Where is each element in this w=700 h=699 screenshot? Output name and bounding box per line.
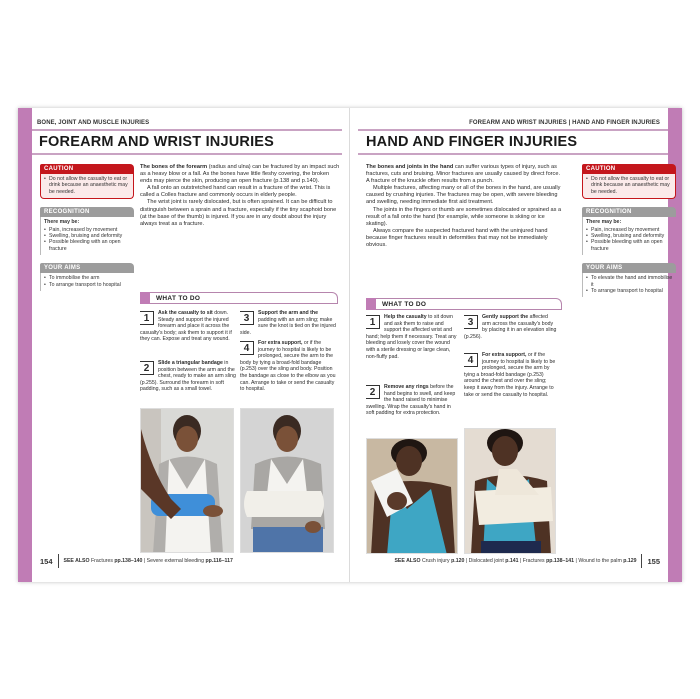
what-to-do-label: WHAT TO DO [156, 294, 201, 302]
step-number: 4 [464, 353, 478, 367]
step-3 [240, 310, 336, 336]
recognition-lead: There may be: [586, 219, 622, 226]
photo-forearm-padding [140, 408, 234, 553]
see-also-link[interactable]: Dislocated joint p.141 [468, 558, 519, 564]
paragraph: Multiple fractures, affecting many or all of the bones in the hand, are usually caused by crushing injuries. The fractures may be open, with severe bleeding and swelling, needing immediate first aid treatment. [366, 185, 561, 206]
step-number: 2 [140, 361, 154, 375]
step-bold: Help the casualty [384, 314, 427, 320]
caution-box [582, 164, 676, 199]
step-text: to sit down and ask them to raise and support the affected wrist and hand; help them if necessary. Treat any bleeding and losely cover the wound with a sterile dressing or large clean, non-fluffy pad. [366, 314, 457, 360]
see-also-link[interactable]: Fractures pp.138–140 [91, 558, 143, 564]
paragraph: Always compare the suspected fractured hand with the uninjured hand because finger fractures result in deformities that may not be immediately obvious. [366, 227, 548, 249]
left-page [18, 108, 350, 582]
step-bold: Remove any rings [384, 384, 429, 390]
paragraph: The joints in the fingers or thumb are sometimes dislocated or sprained as a result of a fall onto the hand (for example, while someone is skiing or ice skating). [366, 206, 562, 227]
body-text [366, 164, 562, 249]
step-number: 2 [366, 385, 380, 399]
sidebar [582, 164, 676, 305]
caution-item: • Do not allow the casualty to eat or drink because an anaesthetic may be needed. [44, 176, 130, 195]
recognition-label: RECOGNITION [582, 207, 676, 217]
step-number: 3 [464, 315, 478, 329]
recognition-item: • Pain, increased by movement [586, 227, 673, 233]
see-also-link[interactable]: Severe external bleeding pp.116–117 [146, 558, 233, 564]
step-bold: Support the arm and the [258, 310, 318, 316]
step-3 [464, 314, 558, 340]
accent-swatch [140, 292, 150, 304]
page-footer: SEE ALSO Crush injury p.120 | Dislocated joint p.141 | Fractures pp.138–141 | Wound to the palm p.129 155 [394, 554, 660, 568]
page-title: FOREARM AND WRIST INJURIES [39, 134, 275, 150]
what-to-do-header [366, 298, 562, 310]
aims-box [40, 263, 134, 291]
step-4 [464, 352, 558, 398]
divider [58, 554, 59, 568]
running-head: BONE, JOINT AND MUSCLE INJURIES [37, 120, 150, 126]
right-page [350, 108, 682, 582]
lead-bold: The bones of the forearm [140, 164, 208, 170]
accent-swatch [366, 298, 376, 310]
recognition-item: • Possible bleeding with an open fracture [44, 239, 131, 252]
photo-elevation-sling [464, 428, 556, 554]
recognition-item: • Swelling, bruising and deformity [44, 233, 131, 239]
caution-box [40, 164, 134, 199]
step-text: padding with an arm sling; make sure the knot is tied on the injured side. [240, 316, 336, 336]
step-text: before the hand begins to swell, and keep the hand raised to minimise swelling. Wrap the casualty's hand in soft padding for extra protection. [366, 384, 456, 417]
step-text: down. Steady and support the injured forearm and place it across the casualty's body; ask them to support it if they can. Expose and treat any wound. [140, 310, 232, 343]
step-bold: Gently support the [482, 314, 529, 320]
step-number: 4 [240, 341, 254, 355]
paragraph: can suffer various types of injury, such as fractures, cuts and bruising. Minor fractures are usually caused by direct force. A fracture of the knuckle often results from a punch. [366, 164, 561, 185]
aims-box [582, 263, 676, 297]
aim-item: • To immobilise the arm [44, 275, 131, 281]
running-head: FOREARM AND WRIST INJURIES | HAND AND FINGER INJURIES [469, 120, 660, 126]
recognition-item: • Possible bleeding with an open fracture [586, 239, 673, 252]
chapter-tab [18, 108, 32, 582]
see-also-label: SEE ALSO [63, 558, 90, 564]
see-also-label: SEE ALSO [394, 558, 421, 564]
step-1 [366, 314, 460, 360]
step-text: affected arm across the casualty's body by placing it in an elevation sling (p.256). [464, 314, 557, 340]
recognition-box [40, 207, 134, 255]
step-2 [366, 384, 460, 417]
recognition-box [582, 207, 676, 255]
page-title: HAND AND FINGER INJURIES [366, 134, 578, 150]
what-to-do-label: WHAT TO DO [382, 300, 427, 308]
step-text: in position between the arm and the chest, ready to make an arm sling (p.255). Surround the forearm in soft padding, such as a small towel. [140, 360, 236, 393]
paragraph: (radius and ulna) can be fractured by an impact such as a heavy blow or a fall. As the bones have little fleshy covering, the broken ends may pierce the skin, producing an open fracture (p.138 and p.140). [140, 164, 340, 185]
step-bold: Slide a triangular bandage [158, 360, 223, 366]
title-bar [358, 129, 668, 155]
step-text: or if the journey to hospital is likely to be prolonged, secure the arm to the body by tying a broad-fold bandage (p.253) over the sling and body. Position the bandage as close to the elbow as you can. Arrange to take or send the casualty to hospital. [240, 340, 336, 393]
page-footer: 154 SEE ALSO Fractures pp.138–140 | Severe external bleeding pp.116–117 [40, 554, 233, 568]
step-text: or if the journey to hospital is likely to be prolonged, secure the arm by tying a broad-fold bandage (p.253) around the chest and over the sling; keep it away from the injury. Arrange to take or send the casualty to hospital. [464, 352, 556, 398]
aim-item: • To arrange transport to hospital [586, 288, 673, 294]
sidebar [40, 164, 134, 299]
recognition-label: RECOGNITION [40, 207, 134, 217]
step-2 [140, 360, 236, 393]
body-text [140, 164, 340, 228]
photo-hand-padding [366, 438, 458, 554]
paragraph: A fall onto an outstretched hand can result in a fracture of the wrist. This is called a Colles fracture and commonly occurs in elderly people. [140, 185, 331, 199]
page-number: 155 [647, 556, 660, 566]
caution-label: CAUTION [40, 164, 134, 174]
aims-label: YOUR AIMS [40, 263, 134, 273]
see-also-link[interactable]: Fractures pp.138–141 [522, 558, 575, 564]
photo-arm-sling [240, 408, 334, 553]
caution-label: CAUTION [582, 164, 676, 174]
see-also-link[interactable]: Wound to the palm p.129 [578, 558, 637, 564]
lead-bold: The bones and joints in the hand [366, 164, 454, 170]
recognition-item: • Pain, increased by movement [44, 227, 131, 233]
aim-item: • To elevate the hand and immobilise it [586, 275, 673, 288]
aims-label: YOUR AIMS [582, 263, 676, 273]
see-also-link[interactable]: Crush injury p.120 [421, 558, 465, 564]
paragraph: The wrist joint is rarely dislocated, but is often sprained. It can be difficult to distinguish between a sprain and a fracture, especially if the tiny scaphoid bone (at the base of the thumb) is injured. If you are in any doubt about the injury always treat as a fracture. [140, 199, 337, 227]
step-bold: For extra support, [482, 352, 527, 358]
step-1 [140, 310, 236, 343]
book-spread [18, 108, 682, 582]
recognition-lead: There may be: [44, 219, 80, 226]
step-number: 1 [366, 315, 380, 329]
recognition-item: • Swelling, bruising and deformity [586, 233, 673, 239]
step-bold: Ask the casualty to sit [158, 310, 213, 316]
step-4 [240, 340, 336, 393]
what-to-do-header [140, 292, 338, 304]
step-bold: For extra support, [258, 340, 303, 346]
step-number: 1 [140, 311, 154, 325]
page-number: 154 [40, 556, 53, 566]
caution-item: • Do not allow the casualty to eat or drink because an anaesthetic may be needed. [586, 176, 672, 195]
divider [641, 554, 642, 568]
aim-item: • To arrange transport to hospital [44, 282, 131, 288]
step-number: 3 [240, 311, 254, 325]
title-bar [32, 129, 342, 155]
